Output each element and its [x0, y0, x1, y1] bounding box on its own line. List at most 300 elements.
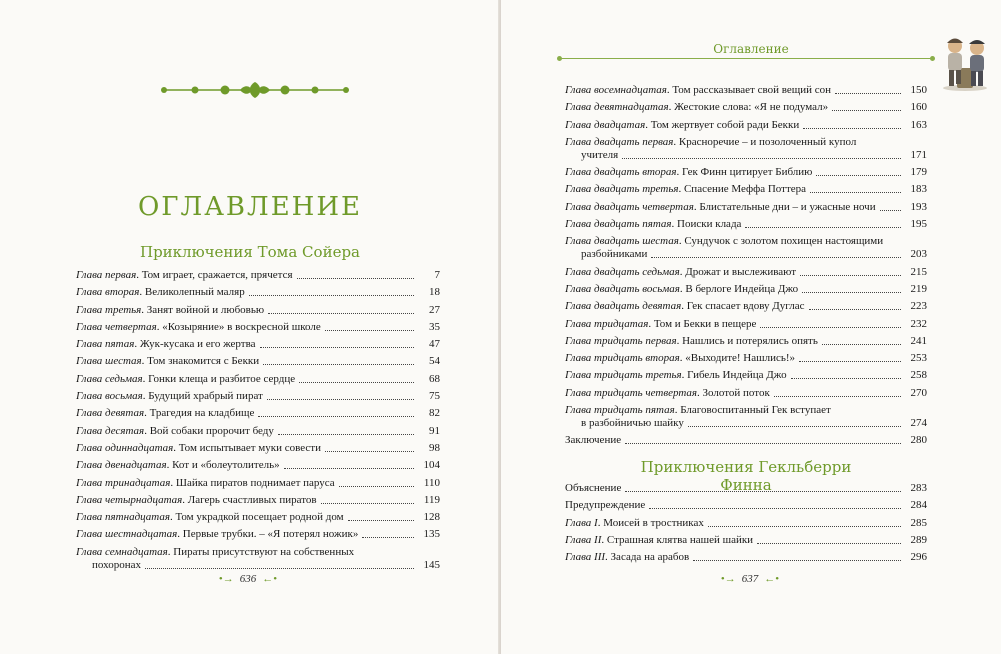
toc-page-number: 104 — [423, 459, 440, 472]
dot-leader — [362, 537, 414, 538]
toc-chapter-label: Глава III — [565, 551, 606, 564]
toc-chapter-title: Сундучок с золотом похищен настоящими — [684, 235, 884, 248]
toc-page-number: 75 — [429, 390, 440, 403]
toc-chapter-title: Страшная клятва нашей шайки — [606, 533, 754, 546]
toc-entry-text: Глава шестнадцатая. Первые трубки. – «Я потерял ножик» — [76, 528, 359, 541]
toc-page-number: 193 — [910, 200, 927, 213]
toc-chapter-label: Глава двадцать шестая — [565, 235, 679, 248]
running-head-rule — [561, 58, 931, 59]
toc-entry-line — [76, 546, 440, 559]
dot-leader — [774, 396, 901, 397]
toc-page-number: 163 — [910, 118, 927, 131]
toc-entry — [76, 425, 440, 438]
toc-entry-text: Глава тридцать первая. Нашлись и потерялись опять — [565, 334, 818, 347]
toc-entry-line — [565, 136, 927, 149]
toc-entry-text: Глава двадцать первая. Красноречие – и позолоченный купол — [565, 135, 857, 148]
toc-chapter-label: Глава двадцать вторая — [565, 166, 677, 179]
toc-page-number: 119 — [423, 493, 440, 506]
toc-page-number: 215 — [910, 265, 927, 278]
toc-entry-line — [76, 355, 440, 368]
toc-chapter-title: Гек спасает вдову Дуглас — [686, 300, 805, 313]
toc-page-number: 253 — [910, 352, 927, 365]
toc-chapter-label: Глава девятая — [76, 407, 145, 420]
toc-entry-line — [76, 528, 440, 541]
toc-entry-line — [76, 494, 440, 507]
toc-page-number: 183 — [910, 183, 927, 196]
toc-entry-line — [76, 286, 440, 299]
toc-chapter-title: Красноречие – и позолоченный купол — [678, 135, 857, 148]
toc-entry — [76, 546, 440, 572]
toc-entry-text: Глава десятая. Вой собаки пророчит беду — [76, 424, 274, 437]
toc-page-number: 7 — [434, 269, 440, 281]
toc-page-number: 289 — [910, 533, 927, 546]
toc-entry-line — [565, 534, 927, 547]
toc-entry-line — [565, 369, 927, 382]
dot-leader — [249, 295, 414, 296]
toc-chapter-title: Заключение — [565, 434, 622, 447]
toc-entry — [565, 404, 927, 430]
toc-entry — [565, 482, 927, 495]
toc-chapter-label: Глава тридцать вторая — [565, 352, 680, 365]
toc-entry-text: Глава девятнадцатая. Жестокие слова: «Я не подумал» — [565, 101, 829, 114]
toc-chapter-label: Глава двадцать девятая — [565, 300, 682, 313]
vine-ornament — [160, 80, 350, 100]
toc-entry — [76, 286, 440, 299]
toc-entry-text: Глава III. Засада на арабов — [565, 551, 690, 564]
toc-chapter-title: Дрожат и выслеживают — [685, 265, 797, 278]
toc-chapter-title: Гек Финн цитирует Библию — [682, 166, 813, 179]
toc-page-number: 98 — [429, 441, 440, 454]
toc-chapter-label: Глава одиннадцатая — [76, 441, 174, 454]
dot-leader — [260, 347, 414, 348]
toc-entry-line — [565, 300, 927, 313]
toc-entry-text: Глава третья. Занят войной и любовью — [76, 303, 265, 316]
toc-page-number: 280 — [910, 434, 927, 447]
toc-entry-line — [565, 417, 927, 430]
toc-chapter-label: Глава тридцатая — [565, 317, 649, 330]
toc-entry — [76, 269, 440, 282]
toc-page-number: 27 — [429, 303, 440, 316]
toc-chapter-title: Том украдкой посещает родной дом — [175, 511, 344, 524]
dot-leader — [693, 560, 901, 561]
toc-chapter-title: Том и Бекки в пещере — [653, 317, 757, 330]
toc-entry-line — [565, 149, 927, 162]
toc-page-number: 283 — [910, 482, 927, 494]
toc-entry-line — [565, 119, 927, 132]
dot-leader — [625, 491, 901, 492]
toc-entry-text: Глава девятая. Трагедия на кладбище — [76, 407, 255, 420]
dot-leader — [145, 568, 414, 569]
dot-leader — [622, 158, 901, 159]
toc-page-number: 232 — [910, 317, 927, 330]
toc-chapter-label: Глава тридцать пятая — [565, 404, 675, 417]
toc-chapter-title: Том рассказывает свой вещий сон — [672, 84, 832, 96]
toc-entry — [76, 442, 440, 455]
toc-entry-text: Глава двенадцатая. Кот и «болеутолитель» — [76, 459, 280, 472]
toc-chapter-label: Глава двадцать первая — [565, 135, 674, 148]
toc-entry-text: Глава первая. Том играет, сражается, прячется — [76, 269, 293, 281]
toc-page-number: 274 — [910, 417, 927, 430]
toc-page-number: 135 — [423, 528, 440, 541]
dot-leader — [816, 175, 901, 176]
toc-page-number: 160 — [910, 101, 927, 114]
toc-chapter-label: Глава десятая — [76, 424, 145, 437]
toc-entry — [565, 335, 927, 348]
toc-entry-text: Глава двадцать шестая. Сундучок с золотом похищен настоящими — [565, 235, 884, 248]
toc-page-number: 258 — [910, 369, 927, 382]
toc-chapter-label: Глава третья — [76, 303, 142, 316]
toc-entry-text: Глава восьмая. Будущий храбрый пират — [76, 390, 263, 403]
page-number-right: •→ 637 ←• — [720, 573, 780, 585]
toc-chapter-title: Будущий храбрый пират — [148, 390, 263, 403]
toc-chapter-title: «Выходите! Нашлись!» — [685, 352, 796, 365]
toc-entry-line — [565, 166, 927, 179]
toc-entry — [76, 494, 440, 507]
toc-chapter-title: Лагерь счастливых пиратов — [187, 493, 317, 506]
toc-entry-text — [565, 499, 645, 512]
dot-leader — [348, 520, 414, 521]
toc-chapter-label: Глава первая — [76, 269, 137, 281]
toc-entry — [565, 387, 927, 400]
toc-chapter-label: Глава четвертая — [76, 320, 157, 333]
folio-ornament-icon: •→ — [720, 573, 736, 585]
dot-leader — [321, 503, 414, 504]
toc-entry-line — [565, 183, 927, 196]
toc-chapter-title: Кот и «болеутолитель» — [172, 459, 280, 472]
toc-page-number: 223 — [910, 300, 927, 313]
toc-entry — [565, 499, 927, 512]
dot-leader — [760, 327, 901, 328]
toc-entry — [565, 266, 927, 279]
toc-page-number: 18 — [429, 286, 440, 299]
dot-leader — [625, 443, 901, 444]
toc-entry — [565, 352, 927, 365]
page-title: ОГЛАВЛЕНИЕ — [137, 192, 363, 222]
dot-leader — [708, 526, 901, 527]
toc-entry — [76, 304, 440, 317]
toc-entry-line — [565, 101, 927, 114]
toc-entry-text — [565, 434, 621, 447]
toc-chapter-title: Спасение Меффа Поттера — [683, 183, 807, 196]
dot-leader — [800, 275, 901, 276]
toc-list-right-2 — [565, 482, 927, 568]
toc-entry — [76, 407, 440, 420]
toc-page-number: 219 — [910, 282, 927, 295]
toc-entry — [565, 551, 927, 564]
dot-leader — [880, 210, 901, 211]
toc-chapter-label: Глава тридцать третья — [565, 369, 682, 382]
toc-entry-line — [565, 352, 927, 365]
toc-entry — [76, 338, 440, 351]
toc-entry-text: Глава двадцать девятая. Гек спасает вдову Дуглас — [565, 300, 805, 313]
toc-chapter-label: Глава двадцать пятая — [565, 218, 672, 231]
toc-entry — [565, 183, 927, 196]
toc-entry-line — [76, 511, 440, 524]
toc-chapter-label: Глава пятая — [76, 338, 135, 351]
toc-chapter-title: Благовоспитанный Гек вступает — [680, 404, 831, 417]
toc-entry — [565, 534, 927, 547]
toc-chapter-title: Золотой поток — [702, 386, 770, 399]
toc-entry-line — [76, 477, 440, 490]
dot-leader — [649, 508, 901, 509]
toc-chapter-title: Гибель Индейца Джо — [687, 369, 787, 382]
toc-entry — [565, 434, 927, 447]
toc-chapter-label: Глава седьмая — [76, 372, 143, 385]
toc-entry-line — [565, 434, 927, 447]
left-page — [0, 0, 500, 654]
toc-entry-line — [76, 559, 440, 572]
toc-entry-line — [565, 318, 927, 331]
toc-page-number: 35 — [429, 320, 440, 333]
toc-chapter-label: Глава восемнадцатая — [565, 84, 667, 96]
dot-leader — [651, 257, 901, 258]
toc-chapter-title: Том знакомится с Бекки — [147, 355, 260, 368]
dot-leader — [803, 128, 901, 129]
toc-entry-line — [76, 459, 440, 472]
toc-entry-text: Глава тридцать четвертая. Золотой поток — [565, 386, 770, 399]
toc-entry-text: Глава двадцать восьмая. В берлоге Индейца Джо — [565, 282, 799, 295]
toc-chapter-label: Глава тридцать первая — [565, 334, 677, 347]
dot-leader — [278, 434, 414, 435]
toc-chapter-title: Жук-кусака и его жертва — [139, 338, 256, 351]
toc-entry-line — [565, 235, 927, 248]
toc-chapter-title-cont: учителя — [581, 148, 619, 161]
toc-chapter-title: Великолепный маляр — [144, 286, 245, 299]
toc-entry-text: Глава пятнадцатая. Том украдкой посещает родной дом — [76, 511, 344, 524]
toc-entry-text: Глава тринадцатая. Шайка пиратов поднимает паруса — [76, 476, 335, 489]
toc-entry-text: Глава двадцать седьмая. Дрожат и выслеживают — [565, 265, 797, 278]
dot-leader — [822, 344, 901, 345]
toc-chapter-title-cont: в разбойничью шайку — [581, 417, 684, 430]
toc-page-number: 145 — [423, 558, 440, 571]
toc-entry-text: Глава II. Страшная клятва нашей шайки — [565, 533, 754, 546]
toc-entry-line — [565, 517, 927, 530]
toc-entry-text: Глава вторая. Великолепный маляр — [76, 286, 245, 299]
toc-entry — [565, 136, 927, 162]
boys-illustration — [937, 34, 993, 92]
toc-list-left — [76, 269, 440, 576]
toc-chapter-label: Глава четырнадцатая — [76, 493, 183, 506]
toc-entry-text: Глава тридцать вторая. «Выходите! Нашлись!» — [565, 352, 796, 365]
toc-entry — [565, 300, 927, 313]
toc-chapter-label: Глава двадцать восьмая — [565, 282, 680, 295]
toc-page-number: 128 — [423, 511, 440, 524]
toc-chapter-title: Гонки клеща и разбитое сердце — [148, 372, 296, 385]
toc-chapter-title: Первые трубки. – «Я потерял ножик» — [182, 528, 359, 541]
right-page — [501, 0, 1001, 654]
toc-page-number: 150 — [910, 84, 927, 96]
toc-entry — [76, 528, 440, 541]
toc-chapter-label: Глава семнадцатая — [76, 545, 168, 558]
toc-chapter-label: Глава I — [565, 516, 598, 529]
toc-page-number: 203 — [910, 248, 927, 261]
toc-chapter-title: Шайка пиратов поднимает паруса — [175, 476, 335, 489]
dot-leader — [835, 93, 901, 94]
toc-entry-line — [565, 387, 927, 400]
toc-entry-line — [76, 304, 440, 317]
toc-entry — [76, 390, 440, 403]
toc-chapter-title: Предупреждение — [565, 499, 646, 512]
toc-entry — [76, 511, 440, 524]
toc-entry — [565, 218, 927, 231]
toc-entry-line — [76, 338, 440, 351]
toc-chapter-label: Глава шестнадцатая — [76, 528, 178, 541]
toc-entry — [565, 201, 927, 214]
toc-entry — [565, 318, 927, 331]
dot-leader — [832, 110, 901, 111]
toc-chapter-label: Глава двадцать третья — [565, 183, 679, 196]
toc-page-number: 285 — [910, 516, 927, 529]
toc-chapter-label: Глава двадцать седьмая — [565, 265, 680, 278]
toc-entry-line — [76, 269, 440, 282]
toc-entry-line — [565, 84, 927, 97]
toc-chapter-label: Глава девятнадцатая — [565, 101, 669, 114]
toc-list-right — [565, 84, 927, 452]
dot-leader — [325, 330, 414, 331]
toc-chapter-label: Глава двадцатая — [565, 118, 646, 131]
toc-page-number: 284 — [910, 499, 927, 512]
toc-chapter-label: Глава вторая — [76, 286, 140, 299]
dot-leader — [791, 378, 901, 379]
toc-entry-line — [76, 442, 440, 455]
toc-page-number: 54 — [429, 355, 440, 368]
toc-page-number: 241 — [910, 334, 927, 347]
toc-entry — [565, 283, 927, 296]
toc-entry-line — [565, 218, 927, 231]
toc-entry-text: Глава I. Моисей в тростниках — [565, 516, 704, 529]
toc-entry — [76, 355, 440, 368]
toc-page-number: 171 — [910, 148, 927, 161]
toc-entry-text: Глава двадцать вторая. Гек Финн цитирует Библию — [565, 166, 813, 179]
toc-entry-text: Глава четырнадцатая. Лагерь счастливых пиратов — [76, 493, 317, 506]
folio-ornament-icon: ←• — [262, 573, 278, 585]
dot-leader — [263, 364, 414, 365]
dot-leader — [339, 486, 414, 487]
toc-chapter-title-cont: разбойниками — [581, 248, 648, 261]
toc-entry-text: Глава двадцать четвертая. Блистательные дни – и ужасные ночи — [565, 200, 876, 213]
toc-chapter-title: В берлоге Индейца Джо — [685, 282, 799, 295]
toc-entry-line — [76, 390, 440, 403]
toc-entry-text: Глава двадцать третья. Спасение Меффа Поттера — [565, 183, 807, 196]
toc-entry — [565, 84, 927, 97]
toc-chapter-label: Глава тридцать четвертая — [565, 386, 698, 399]
dot-leader — [325, 451, 414, 452]
dot-leader — [810, 192, 901, 193]
toc-entry-line — [76, 373, 440, 386]
section-title-tom-sawyer: Приключения Тома Сойера — [139, 243, 360, 261]
toc-page-number: 110 — [423, 476, 440, 489]
toc-chapter-title: Блистательные дни – и ужасные ночи — [699, 200, 876, 213]
toc-page-number: 270 — [910, 386, 927, 399]
toc-chapter-title: Поиски клада — [677, 218, 742, 231]
dot-leader — [299, 382, 414, 383]
toc-chapter-title: Объяснение — [565, 482, 622, 494]
toc-chapter-title: Засада на арабов — [610, 551, 690, 564]
toc-entry — [565, 119, 927, 132]
toc-entry-text: Глава шестая. Том знакомится с Бекки — [76, 355, 260, 368]
toc-entry-line — [565, 551, 927, 564]
toc-page-number: 68 — [429, 372, 440, 385]
toc-page-number: 179 — [910, 166, 927, 179]
toc-page-number: 82 — [429, 407, 440, 420]
toc-chapter-label: Глава шестая — [76, 355, 142, 368]
toc-entry-text: Глава восемнадцатая. Том рассказывает свой вещий сон — [565, 84, 832, 96]
toc-entry-line — [565, 404, 927, 417]
toc-entry-text: Глава двадцатая. Том жертвует собой ради Бекки — [565, 118, 800, 131]
toc-chapter-title: «Козыряние» в воскресной школе — [162, 320, 321, 333]
toc-entry — [565, 235, 927, 261]
toc-chapter-label: Глава II — [565, 533, 602, 546]
toc-entry — [76, 373, 440, 386]
toc-entry-text: Глава тридцатая. Том и Бекки в пещере — [565, 317, 757, 330]
folio-ornament-icon: •→ — [218, 573, 234, 585]
dot-leader — [688, 426, 901, 427]
toc-entry-line — [76, 407, 440, 420]
toc-entry-line — [76, 321, 440, 334]
toc-entry-text: Глава двадцать пятая. Поиски клада — [565, 218, 742, 231]
toc-page-number: 296 — [910, 551, 927, 564]
toc-entry — [76, 477, 440, 490]
toc-entry-line — [565, 266, 927, 279]
toc-chapter-title: Вой собаки пророчит беду — [149, 424, 274, 437]
toc-entry-line — [565, 482, 927, 495]
section-title-huck-finn: Приключения Гекльберри Финна — [640, 458, 852, 494]
dot-leader — [258, 416, 414, 417]
toc-chapter-title: Трагедия на кладбище — [149, 407, 255, 420]
dot-leader — [268, 313, 414, 314]
toc-entry — [565, 369, 927, 382]
toc-entry — [565, 166, 927, 179]
toc-entry-line — [565, 201, 927, 214]
toc-entry-line — [76, 425, 440, 438]
toc-entry-text: Глава тридцать пятая. Благовоспитанный Гек вступает — [565, 404, 831, 417]
toc-entry — [565, 517, 927, 530]
toc-chapter-title: Занят войной и любовью — [146, 303, 265, 316]
toc-chapter-title: Нашлись и потерялись опять — [682, 334, 818, 347]
toc-chapter-title-cont: похоронах — [92, 558, 141, 571]
toc-page-number: 47 — [429, 338, 440, 351]
toc-chapter-title: Том играет, сражается, прячется — [141, 269, 293, 281]
toc-entry-text: Глава семнадцатая. Пираты присутствуют на собственных — [76, 545, 355, 558]
toc-entry-line — [565, 248, 927, 261]
toc-entry-line — [565, 499, 927, 512]
toc-chapter-title: Жестокие слова: «Я не подумал» — [674, 101, 829, 114]
toc-page-number: 195 — [910, 218, 927, 231]
toc-chapter-title: Том испытывает муки совести — [178, 441, 321, 454]
toc-entry-text: Глава тридцать третья. Гибель Индейца Джо — [565, 369, 787, 382]
folio-ornament-icon: ←• — [764, 573, 780, 585]
toc-page-number: 91 — [429, 424, 440, 437]
toc-chapter-label: Глава восьмая — [76, 390, 143, 403]
dot-leader — [284, 468, 414, 469]
toc-entry-text: Глава четвертая. «Козыряние» в воскресной школе — [76, 320, 321, 333]
toc-entry-line — [565, 335, 927, 348]
toc-chapter-title: Пираты присутствуют на собственных — [173, 545, 355, 558]
toc-chapter-title: Моисей в тростниках — [603, 516, 704, 529]
toc-entry — [565, 101, 927, 114]
dot-leader — [757, 543, 901, 544]
dot-leader — [745, 227, 901, 228]
toc-chapter-title: Том жертвует собой ради Бекки — [650, 118, 800, 131]
toc-chapter-label: Глава пятнадцатая — [76, 511, 170, 524]
toc-entry — [76, 321, 440, 334]
toc-entry-text: Глава седьмая. Гонки клеща и разбитое сердце — [76, 372, 296, 385]
toc-chapter-label: Глава тринадцатая — [76, 476, 171, 489]
dot-leader — [802, 292, 901, 293]
dot-leader — [297, 278, 414, 279]
toc-entry-text — [565, 482, 621, 495]
toc-entry-text: Глава одиннадцатая. Том испытывает муки совести — [76, 441, 321, 454]
